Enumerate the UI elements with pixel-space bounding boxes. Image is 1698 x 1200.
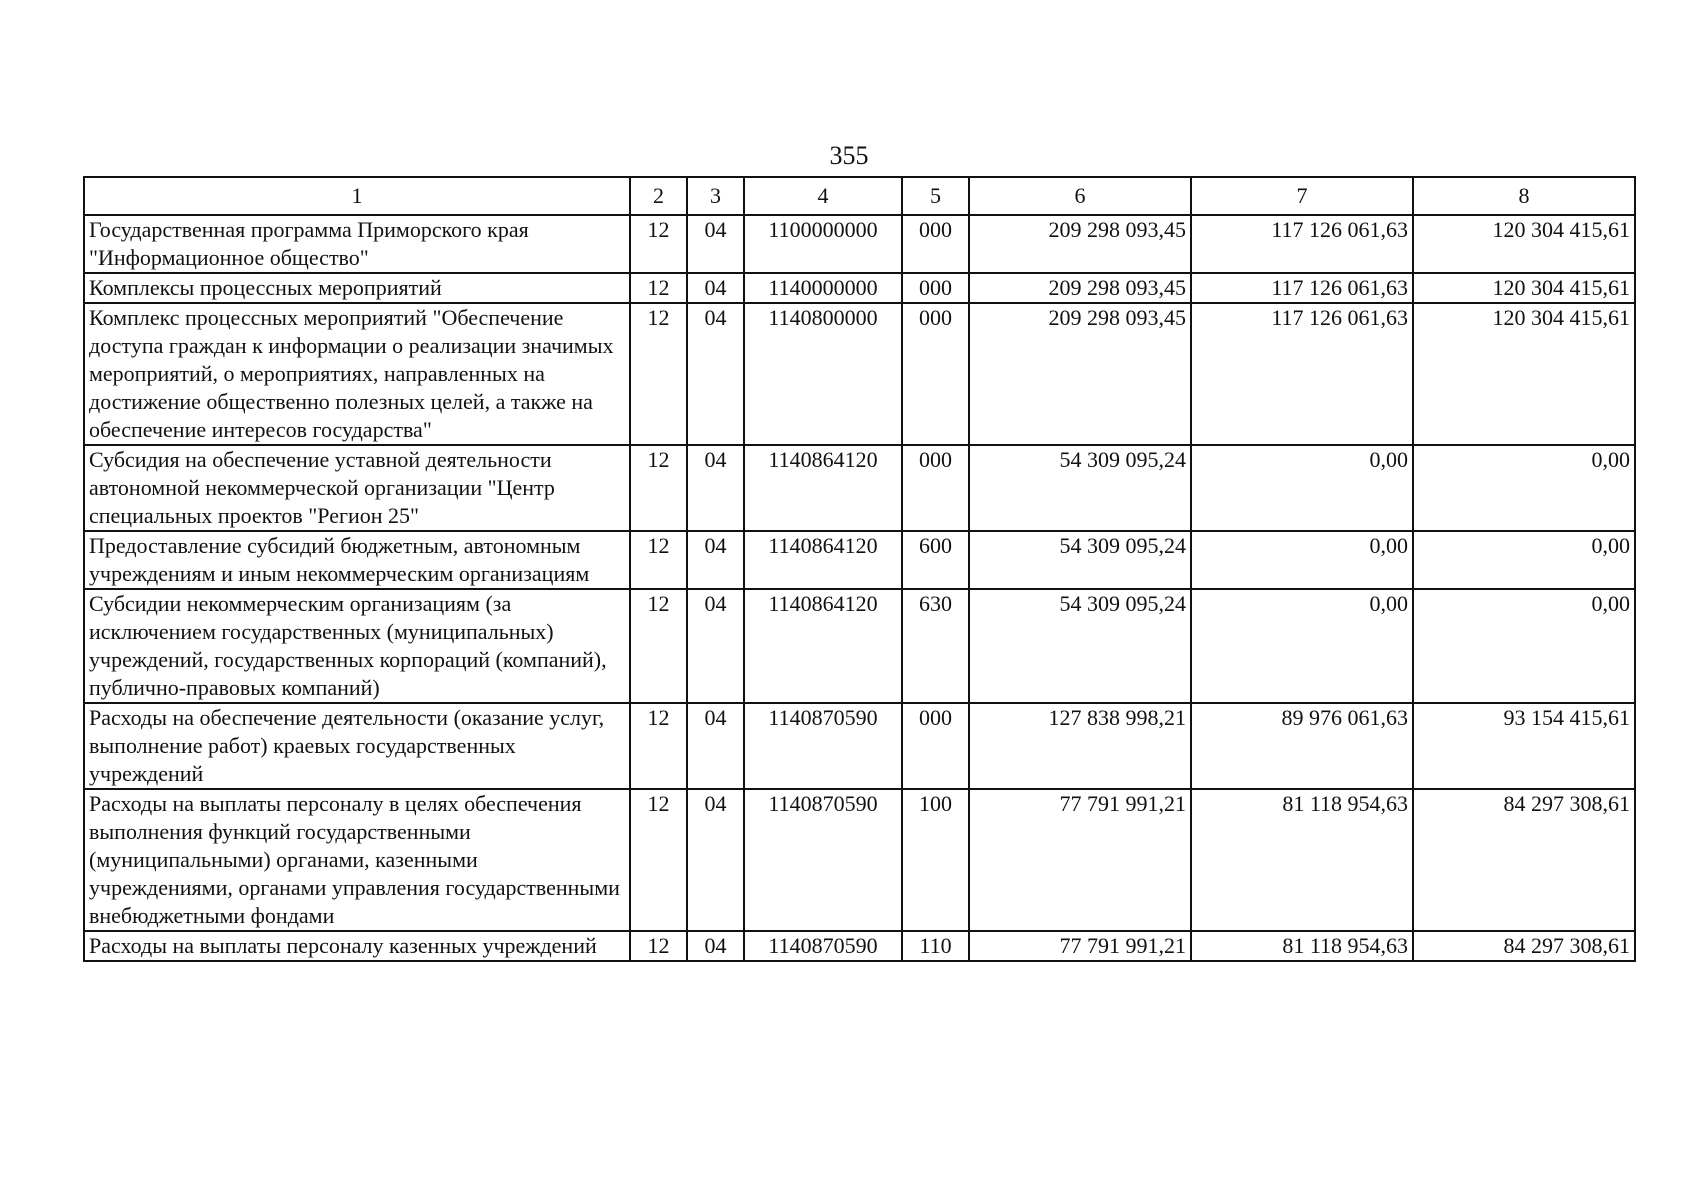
row-amount-8: 120 304 415,61 bbox=[1413, 303, 1635, 445]
row-expense-type: 000 bbox=[902, 215, 969, 273]
table-row bbox=[84, 589, 1635, 703]
row-subsection: 04 bbox=[687, 931, 744, 961]
row-subsection: 04 bbox=[687, 303, 744, 445]
row-target-code: 1140864120 bbox=[744, 589, 902, 703]
table-row bbox=[84, 273, 1635, 303]
row-target-code: 1140870590 bbox=[744, 789, 902, 931]
row-amount-7: 0,00 bbox=[1191, 589, 1413, 703]
row-expense-type: 000 bbox=[902, 445, 969, 531]
row-subsection: 04 bbox=[687, 789, 744, 931]
row-amount-6: 54 309 095,24 bbox=[969, 445, 1191, 531]
header-col-5: 5 bbox=[902, 177, 969, 215]
row-subsection: 04 bbox=[687, 273, 744, 303]
table-row bbox=[84, 215, 1635, 273]
row-expense-type: 000 bbox=[902, 303, 969, 445]
row-subsection: 04 bbox=[687, 531, 744, 589]
row-target-code: 1140000000 bbox=[744, 273, 902, 303]
row-expense-type: 600 bbox=[902, 531, 969, 589]
row-expense-type: 000 bbox=[902, 703, 969, 789]
row-name: Расходы на выплаты персоналу казенных учреждений bbox=[84, 931, 630, 961]
row-name: Субсидия на обеспечение уставной деятельности автономной некоммерческой организации "Центр специальных проектов "Регион 25" bbox=[84, 445, 630, 531]
row-name: Расходы на обеспечение деятельности (оказание услуг, выполнение работ) краевых государственных учреждений bbox=[84, 703, 630, 789]
row-amount-7: 117 126 061,63 bbox=[1191, 215, 1413, 273]
row-section: 12 bbox=[630, 931, 687, 961]
row-name: Государственная программа Приморского края "Информационное общество" bbox=[84, 215, 630, 273]
row-section: 12 bbox=[630, 589, 687, 703]
row-target-code: 1140864120 bbox=[744, 531, 902, 589]
row-subsection: 04 bbox=[687, 445, 744, 531]
row-section: 12 bbox=[630, 303, 687, 445]
row-amount-8: 84 297 308,61 bbox=[1413, 789, 1635, 931]
row-section: 12 bbox=[630, 531, 687, 589]
row-name: Субсидии некоммерческим организациям (за исключением государственных (муниципальных) учреждений, государственных корпораций (компаний), публично-правовых компаний) bbox=[84, 589, 630, 703]
row-section: 12 bbox=[630, 273, 687, 303]
row-amount-6: 54 309 095,24 bbox=[969, 589, 1191, 703]
row-amount-7: 117 126 061,63 bbox=[1191, 303, 1413, 445]
row-section: 12 bbox=[630, 215, 687, 273]
row-subsection: 04 bbox=[687, 215, 744, 273]
row-amount-6: 77 791 991,21 bbox=[969, 789, 1191, 931]
table-row bbox=[84, 531, 1635, 589]
row-section: 12 bbox=[630, 789, 687, 931]
row-subsection: 04 bbox=[687, 703, 744, 789]
row-section: 12 bbox=[630, 703, 687, 789]
row-target-code: 1140864120 bbox=[744, 445, 902, 531]
row-amount-7: 81 118 954,63 bbox=[1191, 931, 1413, 961]
row-amount-7: 0,00 bbox=[1191, 445, 1413, 531]
header-col-2: 2 bbox=[630, 177, 687, 215]
row-expense-type: 100 bbox=[902, 789, 969, 931]
row-amount-7: 117 126 061,63 bbox=[1191, 273, 1413, 303]
row-amount-8: 120 304 415,61 bbox=[1413, 215, 1635, 273]
row-amount-8: 84 297 308,61 bbox=[1413, 931, 1635, 961]
row-expense-type: 110 bbox=[902, 931, 969, 961]
row-amount-7: 89 976 061,63 bbox=[1191, 703, 1413, 789]
row-name: Предоставление субсидий бюджетным, автономным учреждениям и иным некоммерческим организациям bbox=[84, 531, 630, 589]
table-row bbox=[84, 931, 1635, 961]
row-amount-8: 0,00 bbox=[1413, 531, 1635, 589]
row-amount-8: 0,00 bbox=[1413, 445, 1635, 531]
row-amount-8: 0,00 bbox=[1413, 589, 1635, 703]
header-col-6: 6 bbox=[969, 177, 1191, 215]
row-amount-6: 127 838 998,21 bbox=[969, 703, 1191, 789]
budget-table bbox=[83, 176, 1636, 962]
row-amount-6: 209 298 093,45 bbox=[969, 273, 1191, 303]
row-name: Комплексы процессных мероприятий bbox=[84, 273, 630, 303]
row-target-code: 1140870590 bbox=[744, 931, 902, 961]
row-subsection: 04 bbox=[687, 589, 744, 703]
table-row bbox=[84, 789, 1635, 931]
header-col-3: 3 bbox=[687, 177, 744, 215]
page-number: 355 bbox=[829, 141, 869, 170]
row-amount-6: 54 309 095,24 bbox=[969, 531, 1191, 589]
row-amount-8: 120 304 415,61 bbox=[1413, 273, 1635, 303]
row-name: Комплекс процессных мероприятий "Обеспечение доступа граждан к информации о реализации значимых мероприятий, о мероприятиях, направленных на достижение общественно полезных целей, а также на обеспечение интересов государства" bbox=[84, 303, 630, 445]
row-amount-7: 0,00 bbox=[1191, 531, 1413, 589]
header-row bbox=[84, 177, 1635, 215]
row-target-code: 1100000000 bbox=[744, 215, 902, 273]
header-col-7: 7 bbox=[1191, 177, 1413, 215]
header-col-8: 8 bbox=[1413, 177, 1635, 215]
header-col-1: 1 bbox=[84, 177, 630, 215]
row-target-code: 1140870590 bbox=[744, 703, 902, 789]
table-row bbox=[84, 445, 1635, 531]
header-col-4: 4 bbox=[744, 177, 902, 215]
row-section: 12 bbox=[630, 445, 687, 531]
row-amount-6: 77 791 991,21 bbox=[969, 931, 1191, 961]
row-expense-type: 000 bbox=[902, 273, 969, 303]
row-amount-8: 93 154 415,61 bbox=[1413, 703, 1635, 789]
row-amount-6: 209 298 093,45 bbox=[969, 303, 1191, 445]
row-amount-7: 81 118 954,63 bbox=[1191, 789, 1413, 931]
row-name: Расходы на выплаты персоналу в целях обеспечения выполнения функций государственными (муниципальными) органами, казенными учреждениями, органами управления государственными внебюджетными фондами bbox=[84, 789, 630, 931]
table-row bbox=[84, 703, 1635, 789]
row-amount-6: 209 298 093,45 bbox=[969, 215, 1191, 273]
row-expense-type: 630 bbox=[902, 589, 969, 703]
row-target-code: 1140800000 bbox=[744, 303, 902, 445]
table-row bbox=[84, 303, 1635, 445]
